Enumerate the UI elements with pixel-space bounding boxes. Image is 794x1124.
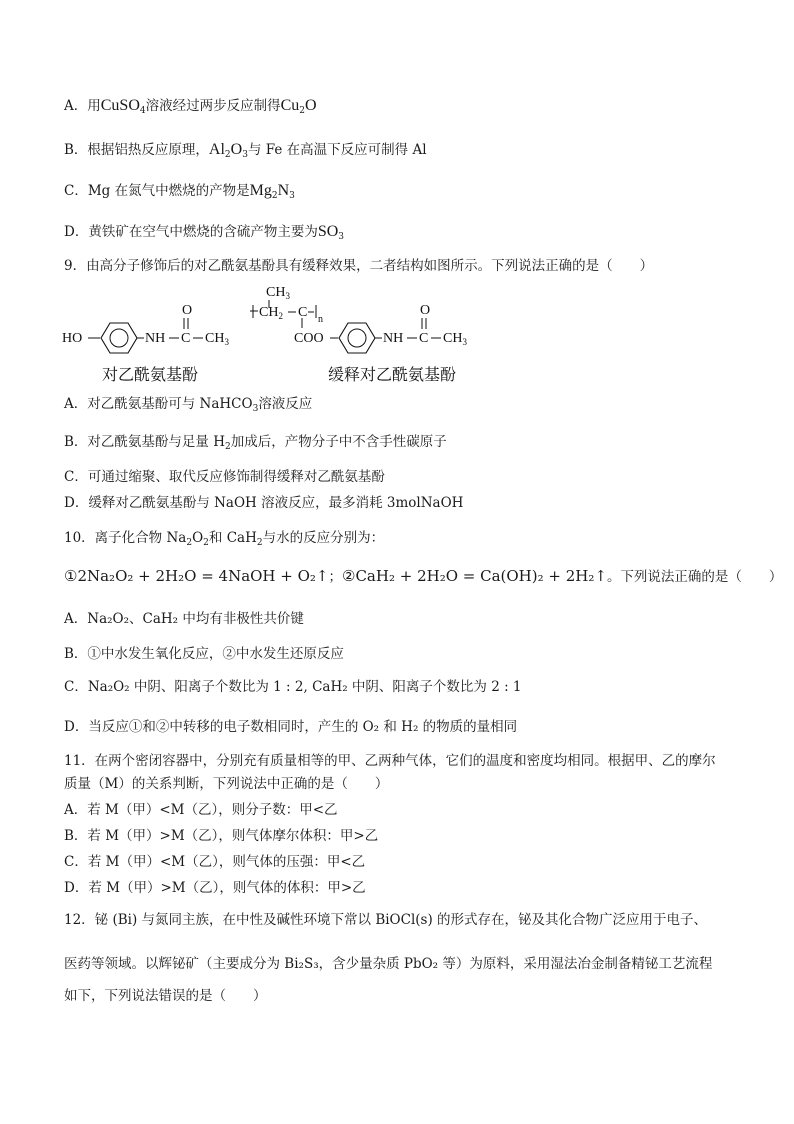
q8-option-d: D．黄铁矿在空气中燃烧的含硫产物主要为$SO_3$ — [64, 223, 345, 242]
q10-option-b: B．①中水发生氧化反应，②中水发生还原反应 — [64, 646, 344, 662]
nh-label: NH — [145, 331, 166, 346]
backbone-c-label: C — [298, 305, 308, 320]
q10-option-c: C．Na₂O₂ 中阴、阳离子个数比为 1 : 2, CaH₂ 中阴、阳离子个数比为 2 : 1 — [64, 679, 522, 695]
q11-option-a: A．若 M（甲）<M（乙），则分子数：甲<乙 — [64, 802, 338, 818]
q8-option-c: C．Mg 在氮气中燃烧的产物是$Mg_2N_3$ — [64, 182, 295, 201]
q10-equations: ①2Na₂O₂ + 2H₂O = 4NaOH + O₂↑；②CaH₂ + 2H₂O = Ca(OH)₂ + 2H₂↑。下列说法正确的是（ ） — [64, 567, 783, 585]
q10-stem: 10．离子化合物 $Na_2O_2$和 CaH$_2$与水的反应分别为： — [64, 530, 385, 548]
q8-option-a: A．用CuSO$_4$溶液经过两步反应制得$Cu_2O$ — [64, 97, 317, 116]
q11-option-c: C．若 M（甲）<M（乙），则气体的压强：甲<乙 — [64, 854, 366, 870]
nh-label-right: NH — [383, 331, 404, 346]
q8-option-b: B．根据铝热反应原理，$Al_2O_3$与 Fe 在高温下反应可制得 Al — [64, 141, 427, 160]
benzene-ring-right — [339, 323, 375, 353]
q12-line2: 医药等领域。以辉铋矿（主要成分为 Bi₂S₃，含少量杂质 PbO₂ 等）为原料，采用湿法冶金制备精铋工艺流程 — [64, 956, 713, 972]
q9-option-d: D．缓释对乙酰氨基酚与 NaOH 溶液反应，最多消耗 3molNaOH — [64, 495, 464, 511]
ho-label: HO — [62, 331, 83, 346]
coo-label: COO — [294, 331, 324, 346]
carbonyl-o-label-right: O — [420, 303, 431, 318]
ch2-label: $CH_2$ — [259, 305, 283, 321]
top-methyl-label: $CH_3$ — [266, 285, 290, 301]
q10-option-d: D．当反应①和②中转移的电子数相同时，产生的 O₂ 和 H₂ 的物质的量相同 — [64, 719, 518, 735]
q11-option-d: D．若 M（甲）>M（乙），则气体的体积：甲>乙 — [64, 880, 366, 896]
q9-option-c: C．可通过缩聚、取代反应修饰制得缓释对乙酰氨基酚 — [64, 469, 385, 485]
q11-option-b: B．若 M（甲）>M（乙），则气体摩尔体积：甲>乙 — [64, 828, 379, 844]
benzene-ring-left — [101, 323, 137, 353]
q9-option-a: A．对乙酰氨基酚可与 NaHCO$_3$溶液反应 — [64, 396, 313, 414]
n-subscript: n — [318, 314, 323, 325]
carbonyl-o-label: O — [182, 303, 193, 318]
q9-option-b: B．对乙酰氨基酚与足量 $H_2$加成后，产物分子中不含手性碳原子 — [64, 434, 447, 452]
q12-line3: 如下，下列说法错误的是（ ） — [64, 988, 267, 1004]
carbonyl-c-label: C — [181, 331, 191, 346]
q11-stem-line2: 质量（M）的关系判断，下列说法中正确的是（ ） — [64, 776, 389, 792]
name-left: 对乙酰氨基酚 — [102, 367, 199, 384]
q9-stem: 9．由高分子修饰后的对乙酰氨基酚具有缓释效果，二者结构如图所示。下列说法正确的是（ ） — [64, 258, 654, 274]
methyl-label-right: $CH_3$ — [443, 331, 467, 347]
q9-structure-figure — [58, 278, 518, 386]
carbonyl-c-label-right: C — [419, 331, 429, 346]
name-right: 缓释对乙酰氨基酚 — [328, 367, 457, 384]
methyl-label: $CH_3$ — [205, 331, 229, 347]
q11-stem-line1: 11．在两个密闭容器中，分别充有质量相等的甲、乙两种气体，它们的温度和密度均相同。根据甲、乙的摩尔 — [64, 753, 716, 769]
q12-line1: 12．铋 (Bi) 与氮同主族，在中性及碱性环境下常以 BiOCl(s) 的形式存在，铋及其化合物广泛应用于电子、 — [64, 912, 708, 928]
q10-option-a: A．Na₂O₂、CaH₂ 中均有非极性共价键 — [64, 611, 304, 627]
